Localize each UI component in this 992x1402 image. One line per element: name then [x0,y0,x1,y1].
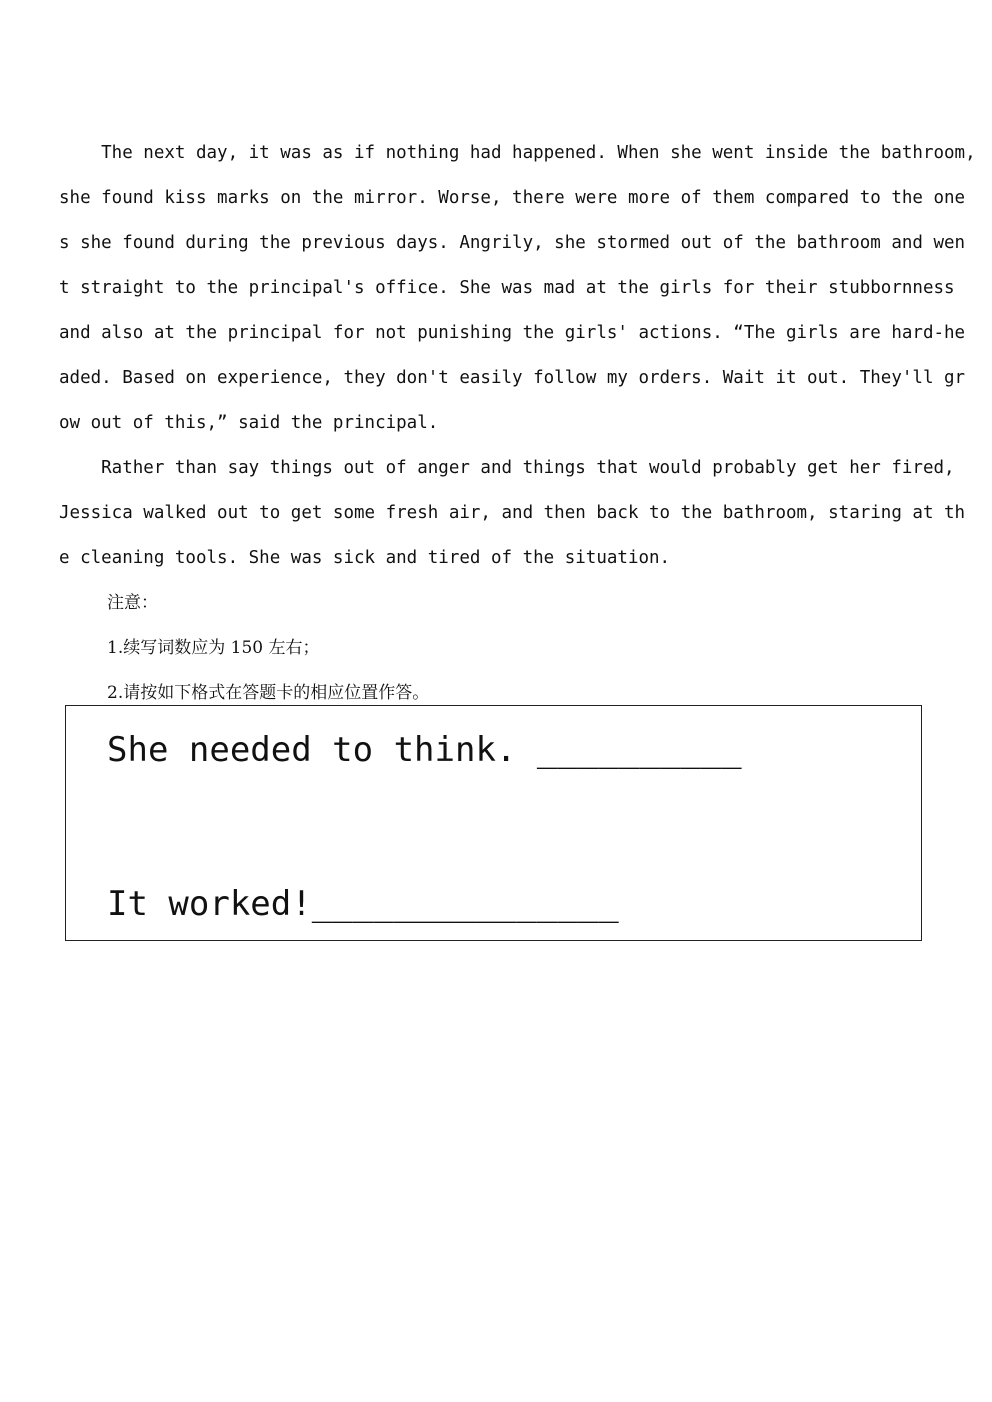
passage-line-8: Rather than say things out of anger and things that would probably get her fired, [59,458,955,478]
notes-heading: 注意： [107,593,158,613]
answer-line-2: It worked!_______________ [107,884,619,924]
notes-item-2: 2.请按如下格式在答题卡的相应位置作答。 [107,683,430,703]
answer-box [65,705,922,941]
passage-line-3: s she found during the previous days. Angrily, she stormed out of the bathroom and wen [59,233,966,253]
notes-item-1: 1.续写词数应为 150 左右； [107,638,320,658]
passage-line-6: aded. Based on experience, they don't easily follow my orders. Wait it out. They'll gr [59,368,966,388]
passage-line-4: t straight to the principal's office. She was mad at the girls for their stubbornness [59,278,955,298]
passage-line-7: ow out of this,” said the principal. [59,413,439,433]
passage-line-2: she found kiss marks on the mirror. Worse, there were more of them compared to the one [59,188,966,208]
answer-line-1: She needed to think. __________ [107,730,742,770]
passage-line-10: e cleaning tools. She was sick and tired of the situation. [59,548,671,568]
passage-line-1: The next day, it was as if nothing had happened. When she went inside the bathroom, [59,143,976,163]
passage-line-5: and also at the principal for not punishing the girls' actions. “The girls are hard-he [59,323,966,343]
passage-line-9: Jessica walked out to get some fresh air, and then back to the bathroom, staring at th [59,503,966,523]
